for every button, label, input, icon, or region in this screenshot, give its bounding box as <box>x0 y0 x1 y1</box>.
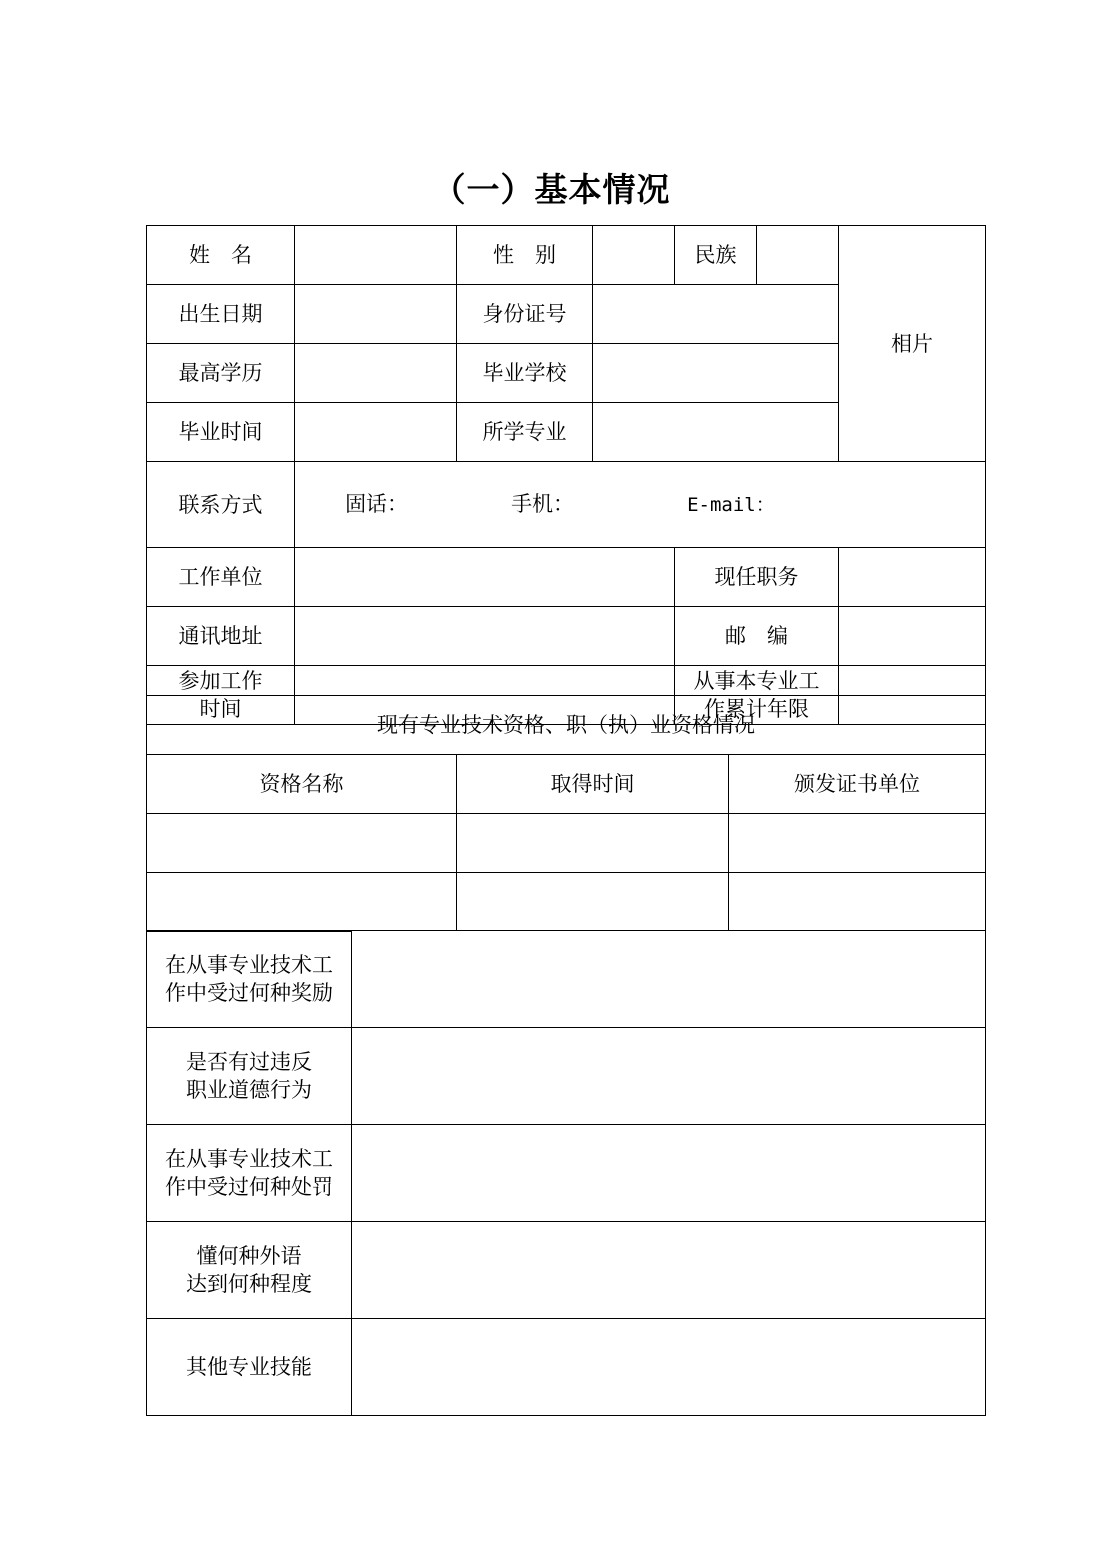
awards-label-line2: 作中受过何种奖励 <box>165 981 333 1005</box>
name-field[interactable] <box>295 226 457 285</box>
ethics-label-line2: 职业道德行为 <box>186 1078 312 1102</box>
qualification-date-header: 取得时间 <box>457 755 729 814</box>
awards-label <box>147 931 352 1028</box>
language-label <box>147 1222 352 1319</box>
gender-label: 性 别 <box>457 226 593 285</box>
penalties-field[interactable] <box>352 1125 986 1222</box>
position-label: 现任职务 <box>675 548 839 607</box>
postcode-label: 邮 编 <box>675 607 839 666</box>
major-label: 所学专业 <box>457 403 593 462</box>
penalties-label <box>147 1125 352 1222</box>
qualifications-header: 现有专业技术资格、职（执）业资格情况 <box>147 696 986 755</box>
birth-date-field[interactable] <box>295 285 457 344</box>
contact-field[interactable] <box>295 462 986 548</box>
gender-field[interactable] <box>593 226 675 285</box>
penalties-label-line2: 作中受过何种处罚 <box>165 1175 333 1199</box>
basic-info-table <box>146 225 986 725</box>
landline-label: 固话： <box>345 492 409 516</box>
birth-date-label: 出生日期 <box>147 285 295 344</box>
table-row <box>147 814 986 873</box>
id-number-field[interactable] <box>593 285 839 344</box>
other-skills-label-line1: 其他专业技能 <box>186 1355 312 1379</box>
mobile-label: 手机： <box>511 492 575 516</box>
ethics-label-line1: 是否有过违反 <box>186 1050 312 1074</box>
qualification-issuer-cell[interactable] <box>729 873 986 932</box>
graduation-time-label: 毕业时间 <box>147 403 295 462</box>
qualification-name-cell[interactable] <box>147 873 457 932</box>
education-field[interactable] <box>295 344 457 403</box>
details-table <box>146 930 986 1416</box>
qualification-issuer-cell[interactable] <box>729 814 986 873</box>
postcode-field[interactable] <box>839 607 986 666</box>
education-label: 最高学历 <box>147 344 295 403</box>
other-skills-label <box>147 1319 352 1416</box>
years-label-line1: 从事本专业工 <box>693 669 820 693</box>
qualification-issuer-header: 颁发证书单位 <box>729 755 986 814</box>
ethnicity-field[interactable] <box>757 226 839 285</box>
language-label-line2: 达到何种程度 <box>186 1272 312 1296</box>
language-field[interactable] <box>352 1222 986 1319</box>
years-label-line2: 作累计年限 <box>704 697 809 721</box>
contact-label: 联系方式 <box>147 462 295 548</box>
school-field[interactable] <box>593 344 839 403</box>
work-start-label-line1: 参加工作 <box>178 669 263 693</box>
table-row <box>147 873 986 932</box>
employer-field[interactable] <box>295 548 675 607</box>
address-label: 通讯地址 <box>147 607 295 666</box>
work-start-label-line2: 时间 <box>199 697 242 721</box>
qualification-date-cell[interactable] <box>457 873 729 932</box>
major-field[interactable] <box>593 403 839 462</box>
ethics-field[interactable] <box>352 1028 986 1125</box>
employer-label: 工作单位 <box>147 548 295 607</box>
qualification-date-cell[interactable] <box>457 814 729 873</box>
ethnicity-label: 民族 <box>675 226 757 285</box>
name-label: 姓 名 <box>147 226 295 285</box>
graduation-time-field[interactable] <box>295 403 457 462</box>
language-label-line1: 懂何种外语 <box>196 1244 302 1268</box>
position-field[interactable] <box>839 548 986 607</box>
awards-field[interactable] <box>352 931 986 1028</box>
qualification-name-cell[interactable] <box>147 814 457 873</box>
ethics-label <box>147 1028 352 1125</box>
photo-box[interactable]: 相片 <box>839 226 986 462</box>
page-title: （一）基本情况 <box>432 170 671 209</box>
qualifications-table <box>146 695 986 932</box>
awards-label-line1: 在从事专业技术工 <box>165 953 333 977</box>
school-label: 毕业学校 <box>457 344 593 403</box>
penalties-label-line1: 在从事专业技术工 <box>165 1147 333 1171</box>
other-skills-field[interactable] <box>352 1319 986 1416</box>
id-number-label: 身份证号 <box>457 285 593 344</box>
email-label: E-mail： <box>687 494 775 516</box>
address-field[interactable] <box>295 607 675 666</box>
qualification-name-header: 资格名称 <box>147 755 457 814</box>
